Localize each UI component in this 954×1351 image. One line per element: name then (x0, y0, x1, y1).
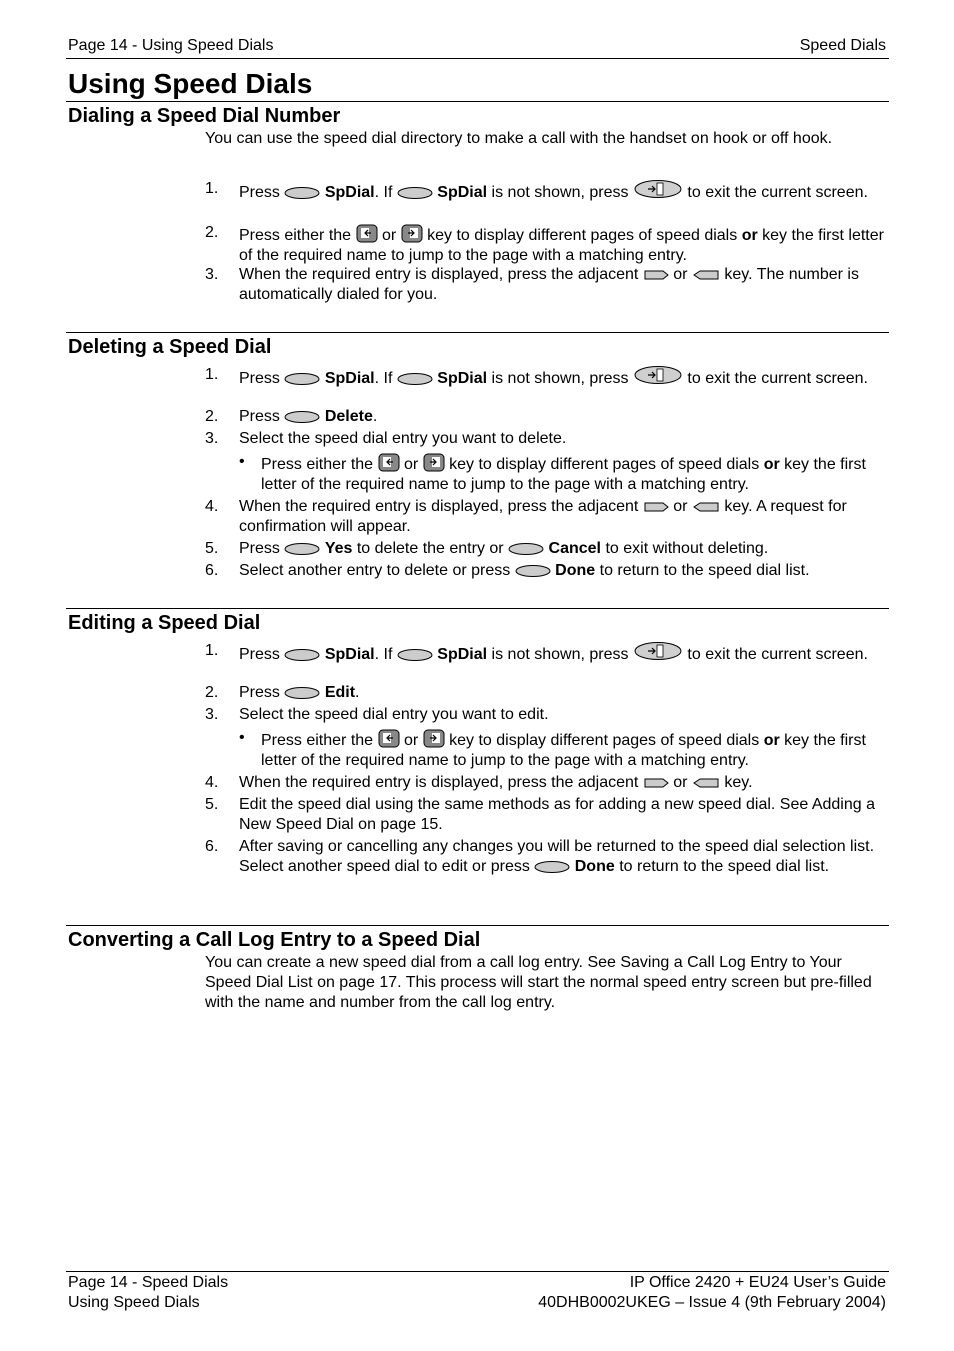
softkey-icon (284, 410, 320, 424)
dialing-step-2: 2. Press either the or key to display different pages of speed dials or key the first letter of the required name to jump to the page with a matching entry. (205, 224, 884, 264)
page-right-key-icon (423, 452, 445, 472)
deleting-step-1: 1. Press SpDial. If SpDial is not shown, press to exit the current screen. (205, 366, 868, 387)
softkey-icon (284, 542, 320, 556)
section-heading-dialing: Dialing a Speed Dial Number (68, 105, 341, 127)
footer-page-label: Page 14 - Speed Dials (68, 1274, 229, 1291)
footer-left (68, 1273, 228, 1313)
editing-step-1: 1. Press SpDial. If SpDial is not shown, press to exit the current screen. (205, 642, 868, 663)
editing-step-5: 5. Edit the speed dial using the same methods as for adding a new speed dial. See Adding a New Speed Dial on page 15. (205, 796, 875, 833)
footer-doc-issue: 40DHB0002UKEG – Issue 4 (9th February 2004) (538, 1294, 886, 1311)
softkey-icon (397, 372, 433, 386)
page-right-key-icon (423, 728, 445, 748)
editing-bullet: • Press either the or key to display different pages of speed dials or key the first letter of the required name to jump to the page with a matching entry. (239, 729, 866, 769)
title-rule (66, 101, 889, 102)
footer-section-label: Using Speed Dials (68, 1294, 200, 1311)
page-left-key-icon (378, 728, 400, 748)
left-select-key-icon (643, 268, 669, 282)
softkey-icon (284, 372, 320, 386)
section-rule-deleting (66, 332, 889, 333)
header-rule (66, 58, 889, 59)
deleting-step-4: 4. When the required entry is displayed, press the adjacent or key. A request for confirmation will appear. (205, 498, 847, 535)
page-title: Using Speed Dials (68, 68, 313, 99)
exit-key-icon (633, 179, 683, 199)
softkey-icon (284, 686, 320, 700)
deleting-bullet: • Press either the or key to display different pages of speed dials or key the first letter of the required name to jump to the page with a matching entry. (239, 453, 866, 493)
footer-guide-title: IP Office 2420 + EU24 User’s Guide (629, 1274, 886, 1291)
footer-rule (66, 1271, 889, 1272)
right-select-key-icon (692, 268, 720, 282)
softkey-icon (508, 542, 544, 556)
deleting-step-2: 2. Press Delete. (205, 408, 378, 425)
editing-step-4: 4. When the required entry is displayed, press the adjacent or key. (205, 774, 753, 791)
exit-key-icon (633, 641, 683, 661)
softkey-icon (534, 860, 570, 874)
left-select-key-icon (643, 500, 669, 514)
page-right-key-icon (401, 223, 423, 243)
deleting-step-6: 6. Select another entry to delete or press Done to return to the speed dial list. (205, 562, 810, 579)
softkey-icon (397, 186, 433, 200)
right-select-key-icon (692, 776, 720, 790)
dialing-step-1: 1. Press SpDial. If SpDial is not shown, press to exit the current screen. (205, 180, 868, 201)
deleting-step-5: 5. Press Yes to delete the entry or Cancel to exit without deleting. (205, 540, 769, 557)
editing-step-2: 2. Press Edit. (205, 684, 360, 701)
section-rule-converting (66, 925, 889, 926)
footer-right (538, 1273, 886, 1313)
section-heading-deleting: Deleting a Speed Dial (68, 336, 272, 358)
softkey-icon (284, 186, 320, 200)
section-rule-editing (66, 608, 889, 609)
page-header-left: Page 14 - Using Speed Dials (68, 37, 274, 54)
left-select-key-icon (643, 776, 669, 790)
section-heading-editing: Editing a Speed Dial (68, 612, 261, 634)
deleting-step-3: 3. Select the speed dial entry you want to delete. (205, 430, 567, 447)
editing-step-6: 6. After saving or cancelling any changes you will be returned to the speed dial selection list. Select another speed dial to edit or press Done to return to the speed dial list. (205, 838, 875, 875)
softkey-icon (284, 648, 320, 662)
dialing-step-3: 3. When the required entry is displayed, press the adjacent or key. The number is automatically dialed for you. (205, 266, 859, 303)
softkey-icon (397, 648, 433, 662)
converting-intro: You can create a new speed dial from a call log entry. See Saving a Call Log Entry to Your Speed Dial List on page 17. This process will start the normal speed entry screen but pre-filled with the name and number from the call log entry. (205, 954, 872, 1011)
right-select-key-icon (692, 500, 720, 514)
softkey-icon (515, 564, 551, 578)
editing-step-3: 3. Select the speed dial entry you want to edit. (205, 706, 549, 723)
page-left-key-icon (378, 452, 400, 472)
dialing-intro: You can use the speed dial directory to make a call with the handset on hook or off hook. (205, 130, 833, 147)
section-heading-converting: Converting a Call Log Entry to a Speed Dial (68, 929, 481, 951)
page-header-right: Speed Dials (799, 37, 886, 54)
exit-key-icon (633, 365, 683, 385)
page-left-key-icon (356, 223, 378, 243)
